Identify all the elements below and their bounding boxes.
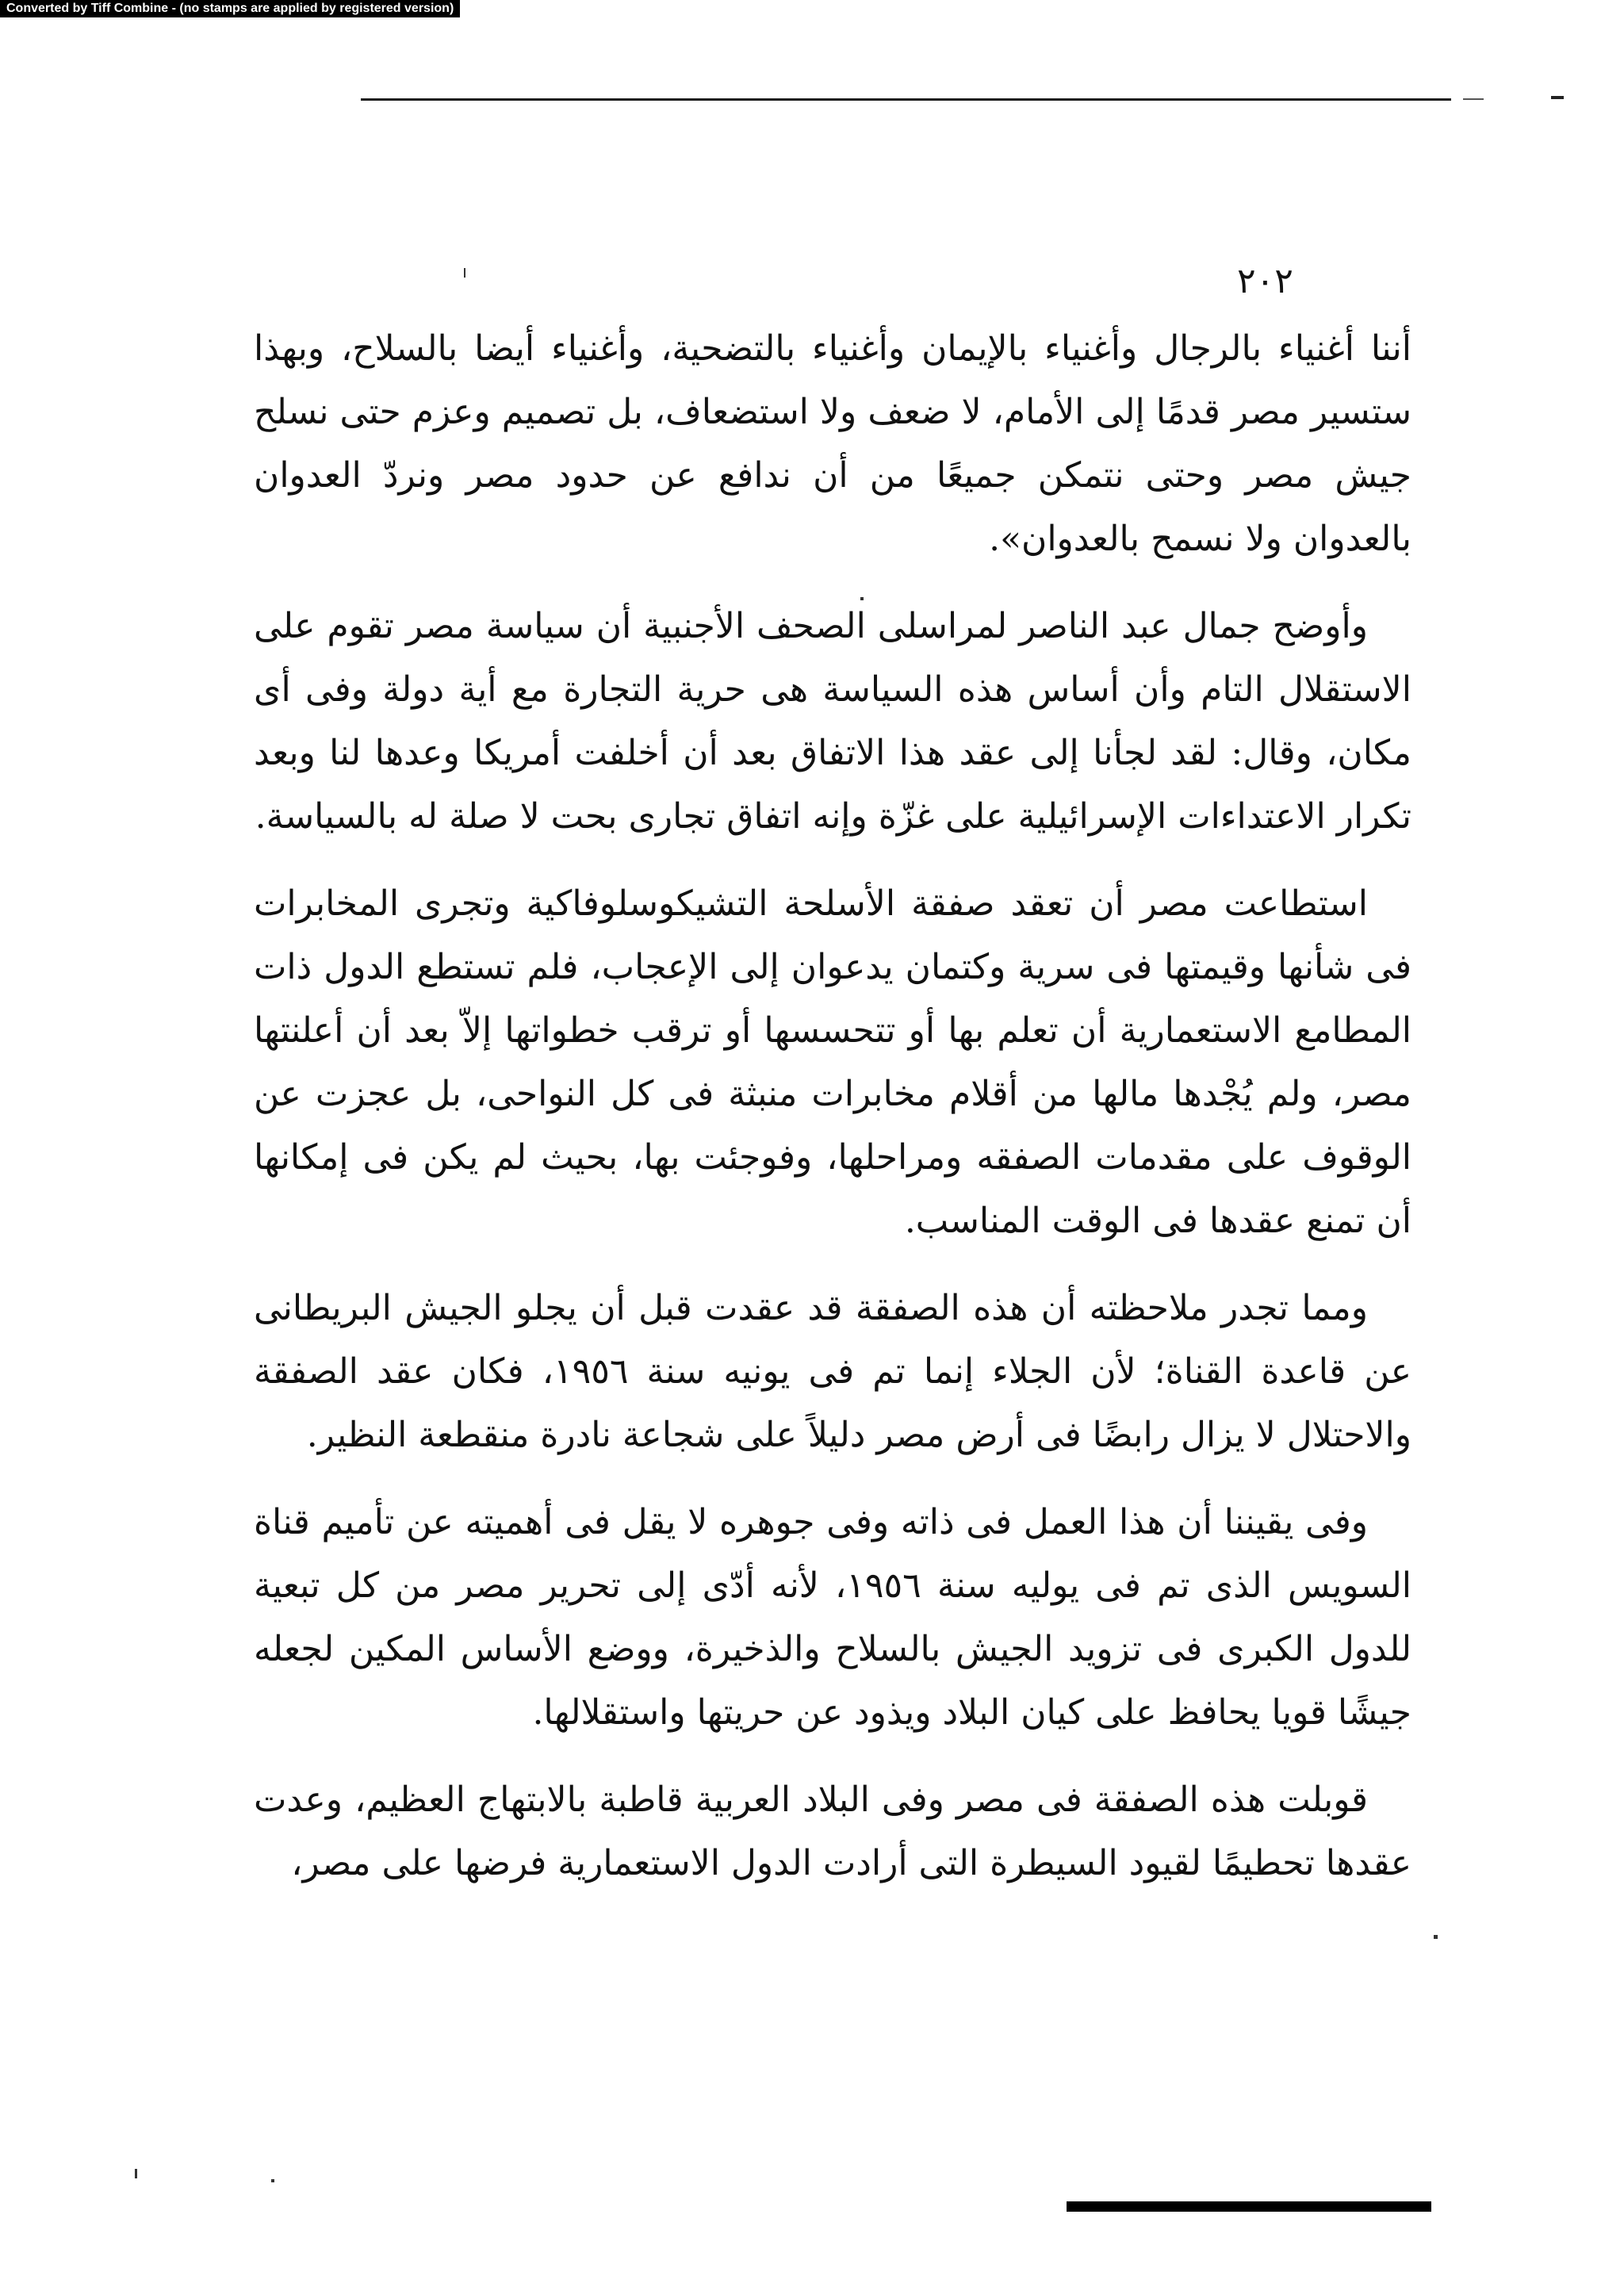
paragraph: وأوضح جمال عبد الناصر لمراسلى الصحف الأجنبية أن سياسة مصر تقوم على الاستقلال التام وأن أساس هذه السياسة هى حرية التجارة مع أية دولة وفى أى مكان، وقال: لقد لجأنا إلى عقد هذا الاتفاق بعد أن أخلفت أمريكا وعدها لنا وبعد تكرار الاعتداءات الإسرائيلية على غزّة وإنه اتفاق تجارى بحت لا صلة له بالسياسة. <box>254 606 1411 837</box>
paragraph: وفى يقيننا أن هذا العمل فى ذاته وفى جوهره لا يقل فى أهميته عن تأميم قناة السويس الذى تم فى يوليه سنة ١٩٥٦، لأنه أدّى إلى تحرير مصر من كل تبعية للدول الكبرى فى تزويد الجيش بالسلاح والذخيرة، ووضع الأساس المكين لجعله جيشًا قويا يحافظ على كيان البلاد ويذود عن حريتها واستقلالها. <box>254 1502 1412 1733</box>
scan-speck <box>135 2169 137 2178</box>
top-rule <box>361 98 1451 101</box>
body-text <box>254 317 1411 2212</box>
scan-speck <box>1434 1935 1438 1939</box>
page-number: ٢٠٢ <box>1237 261 1293 301</box>
top-rule-dash <box>1551 96 1564 99</box>
paragraph: أننا أغنياء بالرجال وأغنياء بالإيمان وأغنياء بالتضحية، وأغنياء أيضا بالسلاح، وبهذا ستسير مصر قدمًا إلى الأمام، لا ضعف ولا استضعاف، بل تصميم وعزم حتى نسلح جيش مصر وحتى نتمكن جميعًا من أن ندافع عن حدود مصر ونردّ العدوان بالعدوان ولا نسمح بالعدوان». <box>254 328 1411 559</box>
paragraph: استطاعت مصر أن تعقد صفقة الأسلحة التشيكوسلوفاكية وتجرى المخابرات فى شأنها وقيمتها فى سرية وكتمان يدعوان إلى الإعجاب، فلم تستطع الدول ذات المطامع الاستعمارية أن تعلم بها أو تتحسسها أو ترقب خطواتها إلاّ بعد أن أعلنتها مصر، ولم يُجْدها مالها من أقلام مخابرات منبثة فى كل النواحى، بل عجزت عن الوقوف على مقدمات الصفقه ومراحلها، وفوجئت بها، بحيث لم يكن فى إمكانها أن تمنع عقدها فى الوقت المناسب. <box>254 883 1411 1241</box>
bottom-rule <box>1067 2201 1431 2212</box>
top-rule-dash <box>1463 98 1484 100</box>
paragraph: ومما تجدر ملاحظته أن هذه الصفقة قد عقدت قبل أن يجلو الجيش البريطانى عن قاعدة القناة؛ لأن الجلاء إنما تم فى يونيه سنة ١٩٥٦، فكان عقد الصفقة والاحتلال لا يزال رابضًا فى أرض مصر دليلاً على شجاعة نادرة منقطعة النظير. <box>254 1288 1412 1455</box>
scan-speck <box>464 268 465 278</box>
paragraph: قوبلت هذه الصفقة فى مصر وفى البلاد العربية قاطبة بالابتهاج العظيم، وعدت عقدها تحطيمًا لقيود السيطرة التى أرادت الدول الاستعمارية فرضها على مصر، <box>254 1780 1411 1883</box>
conversion-stamp: Converted by Tiff Combine - (no stamps are applied by registered version) <box>0 0 460 17</box>
